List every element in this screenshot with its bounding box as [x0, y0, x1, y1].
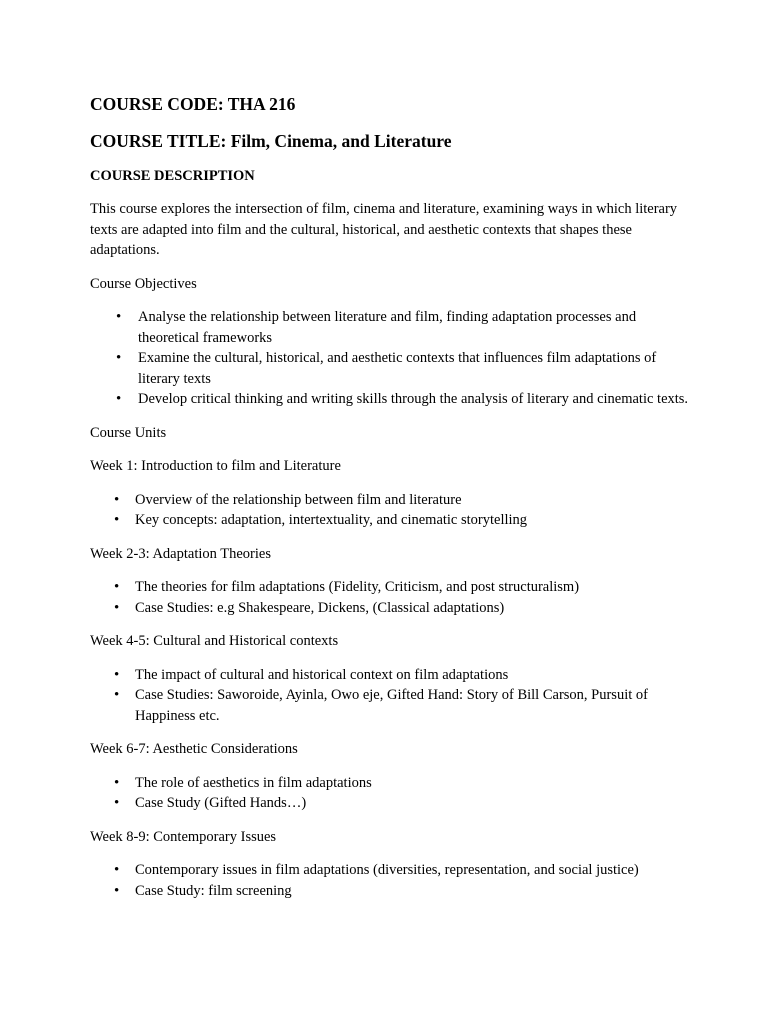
list-item: • Examine the cultural, historical, and aesthetic contexts that influences film adaptations of literary texts: [90, 348, 690, 389]
list-item: • The role of aesthetics in film adaptations: [90, 773, 690, 794]
week-items: [90, 773, 690, 814]
list-item: • Case Studies: Saworoide, Ayinla, Owo eje, Gifted Hand: Story of Bill Carson, Pursuit of Happiness etc.: [90, 685, 690, 726]
objectives-list: [90, 307, 690, 410]
course-code: COURSE CODE: THA 216: [90, 94, 296, 114]
list-item: • Key concepts: adaptation, intertextuality, and cinematic storytelling: [90, 510, 690, 531]
document-body: [90, 93, 690, 901]
week-items: [90, 577, 690, 618]
description-heading: COURSE DESCRIPTION: [90, 168, 255, 184]
week-heading: Week 6-7: Aesthetic Considerations: [90, 741, 298, 757]
list-item: • The theories for film adaptations (Fidelity, Criticism, and post structuralism): [90, 577, 690, 598]
list-item: • Overview of the relationship between film and literature: [90, 490, 690, 511]
list-item: • Develop critical thinking and writing skills through the analysis of literary and cinematic texts.: [90, 389, 690, 410]
week-items: [90, 860, 690, 901]
week-heading: Week 4-5: Cultural and Historical contexts: [90, 633, 339, 649]
week-heading: Week 8-9: Contemporary Issues: [90, 828, 277, 845]
week-items: [90, 665, 690, 727]
week-heading: Week 1: Introduction to film and Literature: [90, 458, 341, 474]
week-items: [90, 490, 690, 531]
course-description: This course explores the intersection of film, cinema and literature, examining ways in which literary texts are adapted into film and the cultural, historical, and aesthetic contexts that shapes these adaptations.: [90, 201, 678, 258]
objectives-heading: Course Objectives: [90, 275, 197, 292]
course-title: COURSE TITLE: Film, Cinema, and Literature: [90, 131, 452, 151]
list-item: • Case Study: film screening: [90, 881, 690, 902]
list-item: • Case Studies: e.g Shakespeare, Dickens, (Classical adaptations): [90, 598, 690, 619]
list-item: • Analyse the relationship between literature and film, finding adaptation processes and theoretical frameworks: [90, 307, 690, 348]
list-item: • The impact of cultural and historical context on film adaptations: [90, 665, 690, 686]
week-heading: Week 2-3: Adaptation Theories: [90, 545, 271, 562]
list-item: • Case Study (Gifted Hands…): [90, 793, 690, 814]
units-heading: Course Units: [90, 424, 167, 441]
list-item: • Contemporary issues in film adaptations (diversities, representation, and social justice): [90, 860, 690, 881]
